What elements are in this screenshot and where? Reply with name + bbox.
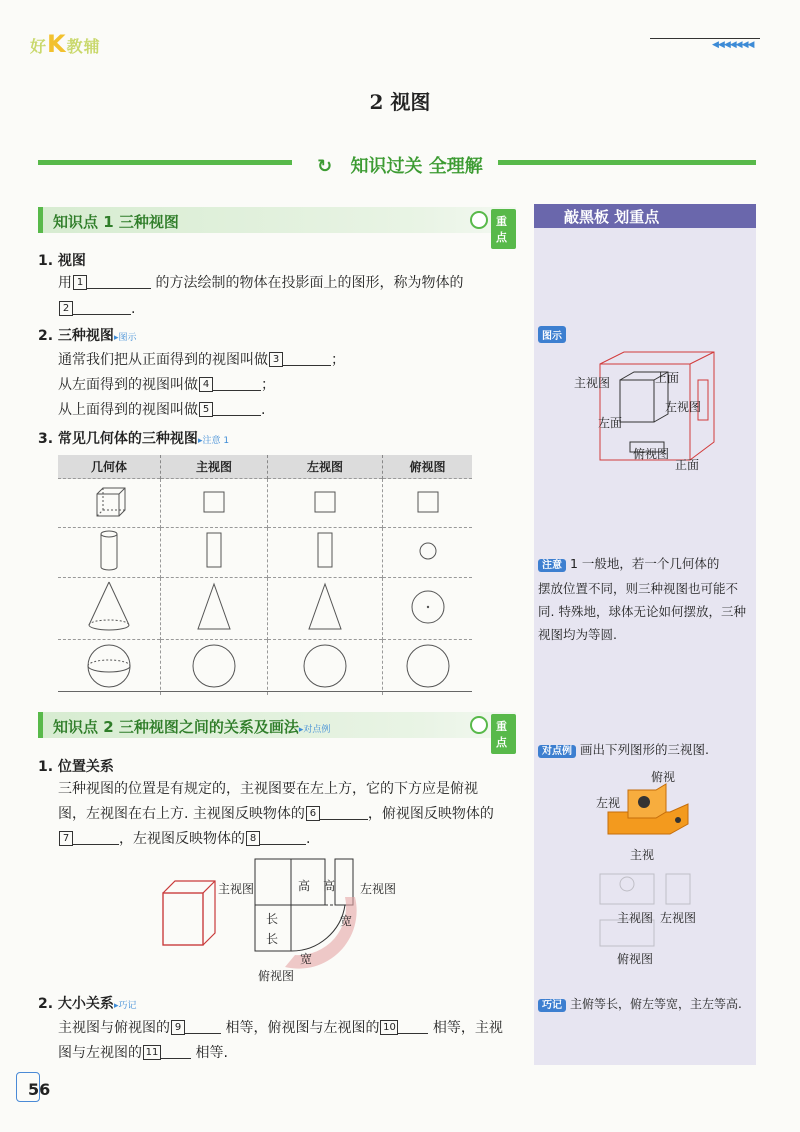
cube-left-view [268, 479, 383, 528]
example-label-top-view: 俯视图 [617, 952, 654, 966]
swirl-icon: ↻ [311, 156, 344, 177]
nav-arrows-icon: ◀◀◀◀◀◀◀ [712, 40, 754, 50]
section1-title: 知识点 1 三种视图 [53, 213, 179, 231]
fig-label-left-face: 左面 [598, 416, 623, 430]
three-views-line3: 从上面得到的视图叫做 5 . [58, 402, 266, 418]
mnemonic-block: 巧记 主俯等长，俯左等宽，主左等高. [538, 992, 742, 1017]
example-badge: 对点例 [538, 745, 576, 758]
table-header-row [58, 455, 472, 479]
fig-label-top-view: 俯视图 [633, 447, 670, 461]
example-block: 对点例 画出下列图形的三视图. [538, 738, 709, 763]
size-line2: 图与左视图的 11 相等. [58, 1045, 228, 1061]
cone-front-view [161, 578, 268, 640]
col-header: 主视图 [161, 455, 268, 479]
label-top-view: 俯视图 [258, 969, 295, 983]
label-main-view: 主视图 [218, 882, 255, 896]
cone-left-view [268, 578, 383, 640]
cylinder-front-view [161, 528, 268, 578]
fig-label-front-face: 正面 [675, 458, 700, 472]
sphere-solid [58, 640, 161, 696]
position-line3: 7 ，左视图反映物体的 8 . [58, 829, 310, 849]
orange-solid-figure [600, 782, 700, 842]
table-bottom-rule [58, 691, 472, 692]
section-banner: ↻ 知识过关 全理解 [0, 152, 800, 178]
example-label-top: 俯视 [651, 770, 676, 784]
views-table [58, 455, 472, 695]
three-views-line2: 从左面得到的视图叫做 4 ； [58, 377, 275, 393]
cylinder-solid [58, 528, 161, 578]
item-three-views-title: 2. 三种视图▸图示 [38, 328, 137, 344]
fig-label-main-view: 主视图 [574, 376, 611, 390]
cube-solid [58, 479, 161, 528]
sphere-front-view [161, 640, 268, 696]
col-header: 几何体 [58, 455, 161, 479]
label-height: 高 [323, 879, 336, 893]
label-length: 长 [266, 932, 279, 946]
cylinder-left-view [268, 528, 383, 578]
page-title: 2 视图 [369, 90, 431, 114]
cylinder-top-view [383, 528, 473, 578]
col-header: 俯视图 [383, 455, 473, 479]
position-line1: 三种视图的位置是有规定的，主视图要在左上方，它的下方应是俯视 [58, 781, 478, 797]
table-row [58, 578, 472, 640]
page-number: 56 [28, 1080, 51, 1099]
table-row [58, 528, 472, 578]
label-length: 长 [266, 912, 279, 926]
section2-header [38, 712, 516, 749]
item-view-title: 1. 视图 [38, 253, 86, 269]
target-icon [470, 211, 488, 229]
publisher-logo: 好K教辅 [30, 30, 101, 58]
cone-top-view [383, 578, 473, 640]
position-line2: 图，左视图在右上方. 主视图反映物体的 6 ，俯视图反映物体的 [58, 806, 494, 822]
example-label-left: 左视 [596, 796, 621, 810]
example-label-main-view: 主视图 [617, 911, 654, 925]
label-width: 宽 [300, 952, 313, 966]
note-badge: 注意 [538, 559, 566, 572]
header-rule [650, 38, 760, 39]
target-icon [470, 716, 488, 734]
example-label-main: 主视 [630, 848, 655, 862]
table-row [58, 640, 472, 696]
item-size-title: 2. 大小关系▸巧记 [38, 996, 137, 1012]
figure-badge: 图示 [538, 326, 566, 343]
three-views-line1: 通常我们把从正面得到的视图叫做 3 ； [58, 352, 345, 368]
sidebar-header: 敲黑板 划重点 [534, 204, 756, 228]
table-row [58, 479, 472, 528]
item-view-line1: 用 1 的方法绘制的物体在投影面上的图形，称为物体的 [58, 275, 464, 291]
label-height: 高 [298, 879, 311, 893]
sphere-top-view [383, 640, 473, 696]
key-point-badge: 重点 [491, 714, 516, 754]
col-header: 左视图 [268, 455, 383, 479]
key-point-badge: 重点 [491, 209, 516, 249]
label-width: 宽 [340, 914, 353, 928]
size-line1: 主视图与俯视图的 9 相等，俯视图与左视图的 10 相等，主视 [58, 1020, 503, 1036]
sphere-left-view [268, 640, 383, 696]
cone-solid [58, 578, 161, 640]
item-view-line2: 2 . [58, 299, 135, 319]
note-block: 注意 1 一般地，若一个几何体的 摆放位置不同，则三种视图也可能不 同. 特殊地，球体无论如何摆放，三种 视图均为等圆. [538, 556, 746, 642]
section2-title: 知识点 2 三种视图之间的关系及画法▸对点例 [53, 718, 331, 736]
fig-label-top-face: 上面 [655, 371, 680, 385]
three-views-layout-diagram [155, 855, 415, 985]
cube-front-view [161, 479, 268, 528]
item-position-title: 1. 位置关系 [38, 759, 114, 775]
cube-top-view [383, 479, 473, 528]
label-left-view: 左视图 [360, 882, 397, 896]
section1-header [38, 207, 516, 244]
example-label-left-view: 左视图 [660, 911, 697, 925]
fig-label-left-view: 左视图 [665, 400, 702, 414]
item-common-solids-title: 3. 常见几何体的三种视图▸注意 1 [38, 431, 230, 447]
mnemonic-badge: 巧记 [538, 999, 566, 1012]
